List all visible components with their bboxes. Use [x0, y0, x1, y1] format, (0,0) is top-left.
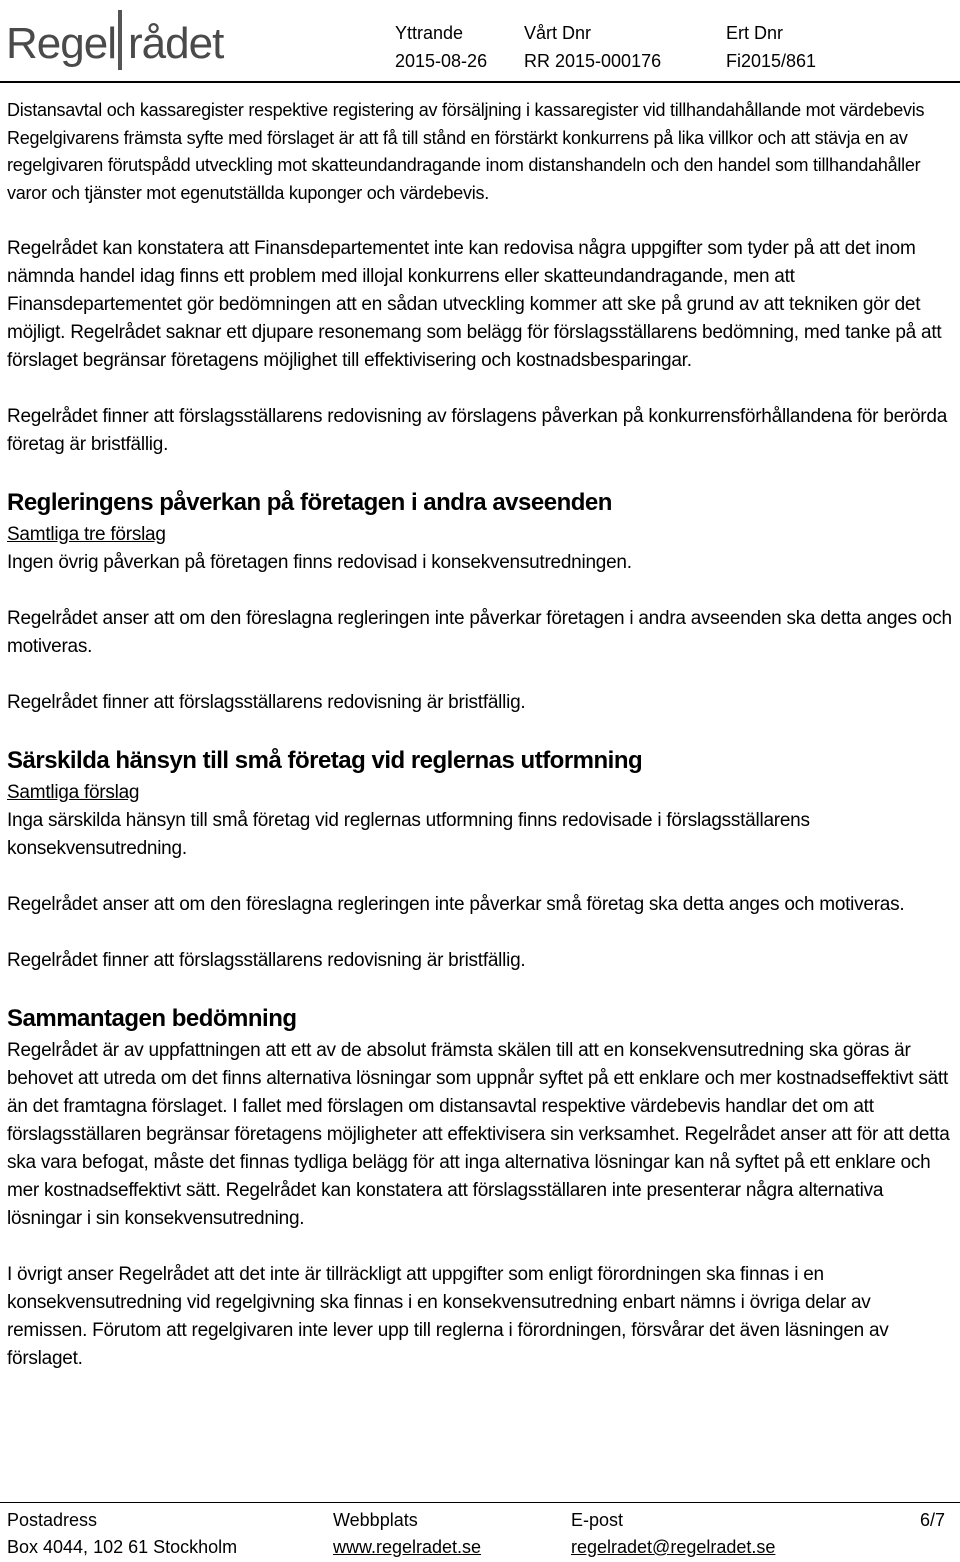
- header-vart-dnr-label: Vårt Dnr: [524, 23, 592, 43]
- header-yttrande-date: 2015-08-26: [395, 51, 488, 71]
- header-ert-dnr-label: Ert Dnr: [726, 23, 784, 43]
- section-subheading-samtliga: Samtliga förslag: [7, 782, 140, 803]
- footer-epost-label: E-post: [571, 1510, 624, 1530]
- section-heading-andra-avseenden: Regleringens påverkan på företagen i andra avseenden: [7, 489, 612, 516]
- footer-epost: [571, 1507, 775, 1561]
- footer-postadress-value: Box 4044, 102 61 Stockholm: [7, 1537, 238, 1557]
- logo-text-regel: Regel: [6, 19, 116, 68]
- page-number: 6/7: [920, 1510, 946, 1530]
- section2-paragraph-3: Regelrådet finner att förslagsställarens redovisning är bristfällig.: [7, 950, 526, 971]
- section-heading-sma-foretag: Särskilda hänsyn till små företag vid reglernas utformning: [7, 747, 643, 774]
- header-vart-dnr: [524, 19, 661, 75]
- footer-webbplats-label: Webbplats: [333, 1510, 418, 1530]
- section1-paragraph-1: Ingen övrig påverkan på företagen finns redovisad i konsekvensutredningen.: [7, 552, 632, 573]
- footer-rule: [0, 1502, 960, 1503]
- intro-text: Regelgivarens främsta syfte med förslaget är att få till stånd en förstärkt konkurrens på lika villkor och att stävja en av regelgivaren förutspådd utveckling mot skatteundandragande inom distanshandeln och den handel som tillhandahåller varor och tjänster mot egenutställda kuponger och värdebevis.: [7, 127, 921, 203]
- header-yttrande: [395, 19, 487, 75]
- section-heading-sammantagen: Sammantagen bedömning: [7, 1005, 297, 1032]
- section1-paragraph-3: Regelrådet finner att förslagsställarens redovisning är bristfällig.: [7, 692, 526, 713]
- footer-postadress-label: Postadress: [7, 1510, 98, 1530]
- logo-text-radet: rådet: [128, 19, 224, 68]
- section2-paragraph-2: Regelrådet anser att om den föreslagna regleringen inte påverkar små företag ska detta anges och motiveras.: [7, 894, 905, 915]
- header-rule: [0, 81, 960, 83]
- footer-webbplats-link[interactable]: www.regelradet.se: [333, 1537, 482, 1557]
- paragraph-konkurrens-1: Regelrådet kan konstatera att Finansdepartementet inte kan redovisa några uppgifter som tyder på att det inom nämnda handel idag finns ett problem med illojal konkurrens eller skatteundandragande, men att Finansdepartementet gör bedömningen att en sådan utveckling kommer att ske på grund av att tekniken gör det möjligt. Regelrådet saknar ett djupare resonemang som belägg för förslagsställarens bedömning, med tanke på att förslaget begränsar företagens möjlighet till effektivisering och kostnadsbesparingar.: [7, 238, 942, 371]
- document-body: [7, 97, 953, 1373]
- intro-block: [7, 97, 953, 207]
- section-subheading-samtliga-tre: Samtliga tre förslag: [7, 524, 166, 545]
- intro-title: Distansavtal och kassaregister respektive registering av försäljning i kassaregister vid tillhandahållande mot värdebevis: [7, 100, 925, 120]
- section1-paragraph-2: Regelrådet anser att om den föreslagna regleringen inte påverkar företagen i andra avseenden ska detta anges och motiveras.: [7, 608, 952, 657]
- header-ert-dnr: [726, 19, 816, 75]
- header-ert-dnr-value: Fi2015/861: [726, 51, 817, 71]
- header-yttrande-label: Yttrande: [395, 23, 464, 43]
- footer-postadress: [7, 1507, 237, 1561]
- footer-webbplats: [333, 1507, 481, 1561]
- section3-paragraph-2: I övrigt anser Regelrådet att det inte är tillräckligt att uppgifter som enligt förordningen ska finnas i en konsekvensutredning vid regelgivning ska finnas i en konsekvensutredning enbart nämns i övriga delar av remissen. Förutom att regelgivaren inte lever upp till reglerna i förordningen, försvårar det även läsningen av förslaget.: [7, 1264, 889, 1369]
- header-vart-dnr-value: RR 2015-000176: [524, 51, 662, 71]
- section3-paragraph-1: Regelrådet är av uppfattningen att ett av de absolut främsta skälen till att en konsekvensutredning ska göras är behovet att utreda om det finns alternativa lösningar som uppnår syftet på ett enklare och mer kostnadseffektivt sätt än det framtagna förslaget. I fallet med förslagen om distansavtal respektive värdebevis handlar det om att förslagsställaren begränsar företagens möjligheter att effektivisera sin verksamhet. Regelrådet anser att för att detta ska vara befogat, måste det finnas tydliga belägg för att inga alternativa lösningar kan nå syftet på ett enklare och mer kostnadseffektivt sätt. Regelrådet kan konstatera att förslagsställaren inte presenterar några alternativa lösningar i sin konsekvensutredning.: [7, 1040, 950, 1229]
- regelradet-logo: [6, 8, 258, 72]
- section2-paragraph-1: Inga särskilda hänsyn till små företag vid reglernas utformning finns redovisade i förslagsställarens konsekvensutredning.: [7, 810, 810, 859]
- footer-epost-link[interactable]: regelradet@regelradet.se: [571, 1537, 776, 1557]
- paragraph-konkurrens-2: Regelrådet finner att förslagsställarens redovisning av förslagens påverkan på konkurrensförhållandena för berörda företag är bristfällig.: [7, 406, 948, 455]
